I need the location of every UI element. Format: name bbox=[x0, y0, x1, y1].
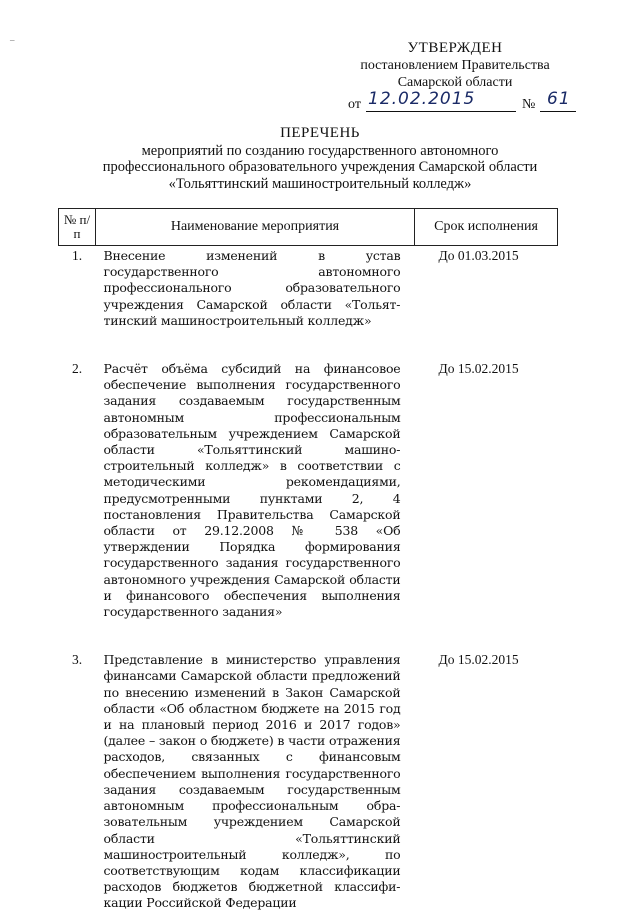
row-measure-name: Расчёт объёма субсидий на финансовое обеспечение выполнения государственного задания создаваемым государственным автономным профессиональным образовательным учреждением Самарской области «Тольяттинский машиностроительный колледж» в соответствии с методическими рекомендациями, предусмотренными пунктами 2, 4 постановления Правительства Самарской области от 29.12.2008 № 538 «Об утверждении Порядка формирования государственного задания государственного автономного учреждения Самарской области и финансового обеспечения выполнения государственного задания» bbox=[103, 361, 401, 620]
document-title bbox=[60, 125, 580, 192]
row-spacer bbox=[59, 620, 558, 650]
title-line-3: «Тольяттинский машиностроительный колледж» bbox=[168, 175, 472, 192]
table-row bbox=[59, 359, 558, 620]
header-term: Срок исполнения bbox=[415, 209, 558, 246]
approval-date-line bbox=[340, 89, 571, 114]
header-name: Наименование мероприятия bbox=[96, 209, 415, 246]
row-deadline: До 15.02.2015 bbox=[438, 652, 519, 668]
approval-line-1: постановлением Правительства bbox=[360, 58, 550, 73]
row-number: 1. bbox=[71, 248, 83, 263]
number-underline bbox=[540, 111, 576, 112]
handwritten-date: 12.02.2015 bbox=[368, 89, 476, 109]
title-line-1: мероприятий по созданию государственного автономного bbox=[141, 142, 499, 159]
row-deadline: До 15.02.2015 bbox=[438, 361, 519, 377]
table-row bbox=[59, 650, 558, 911]
date-label: от bbox=[348, 97, 361, 112]
number-label: № bbox=[522, 97, 536, 112]
row-measure-name: Внесение изменений в устав государственного автономного профессионального образовательного учреждения Самарской области «Тольяттинский машиностроительный колледж» bbox=[103, 248, 401, 328]
row-spacer bbox=[59, 329, 558, 359]
row-number: 2. bbox=[71, 361, 83, 377]
title-heading: ПЕРЕЧЕНЬ bbox=[280, 125, 360, 141]
row-measure-name: Представление в министерство управления финансами Самарской области предложений по внесению изменений в Закон Самарской области «Об областном бюджете на 2015 год и на плановый период 2016 и 2017 годов» (далее – закон о бюджете) в части отражения расходов, связанных с финансовым обеспечением выполнения государственного задания создаваемым государственным автономным профессиональным образовательным учреждением Самарской области «Тольяттинский машиностроительный колледж», по соответствующим кодам классификации расходов бюджетов бюджетной классификации Российской Федерации bbox=[103, 652, 401, 911]
handwritten-number: 61 bbox=[547, 89, 571, 109]
approval-stamp-block bbox=[340, 40, 570, 114]
title-line-2: профессионального образовательного учреждения Самарской области bbox=[102, 159, 538, 175]
table-header-row bbox=[59, 209, 558, 246]
measures-table bbox=[58, 208, 558, 912]
header-number: № п/п bbox=[59, 209, 96, 246]
table-row bbox=[59, 246, 558, 330]
date-underline bbox=[366, 111, 516, 112]
row-deadline: До 01.03.2015 bbox=[438, 248, 519, 263]
approval-line-2: Самарской области bbox=[397, 75, 513, 90]
margin-tick-mark: – bbox=[10, 35, 15, 45]
row-number: 3. bbox=[71, 652, 83, 668]
approval-status: УТВЕРЖДЕН bbox=[407, 40, 503, 56]
